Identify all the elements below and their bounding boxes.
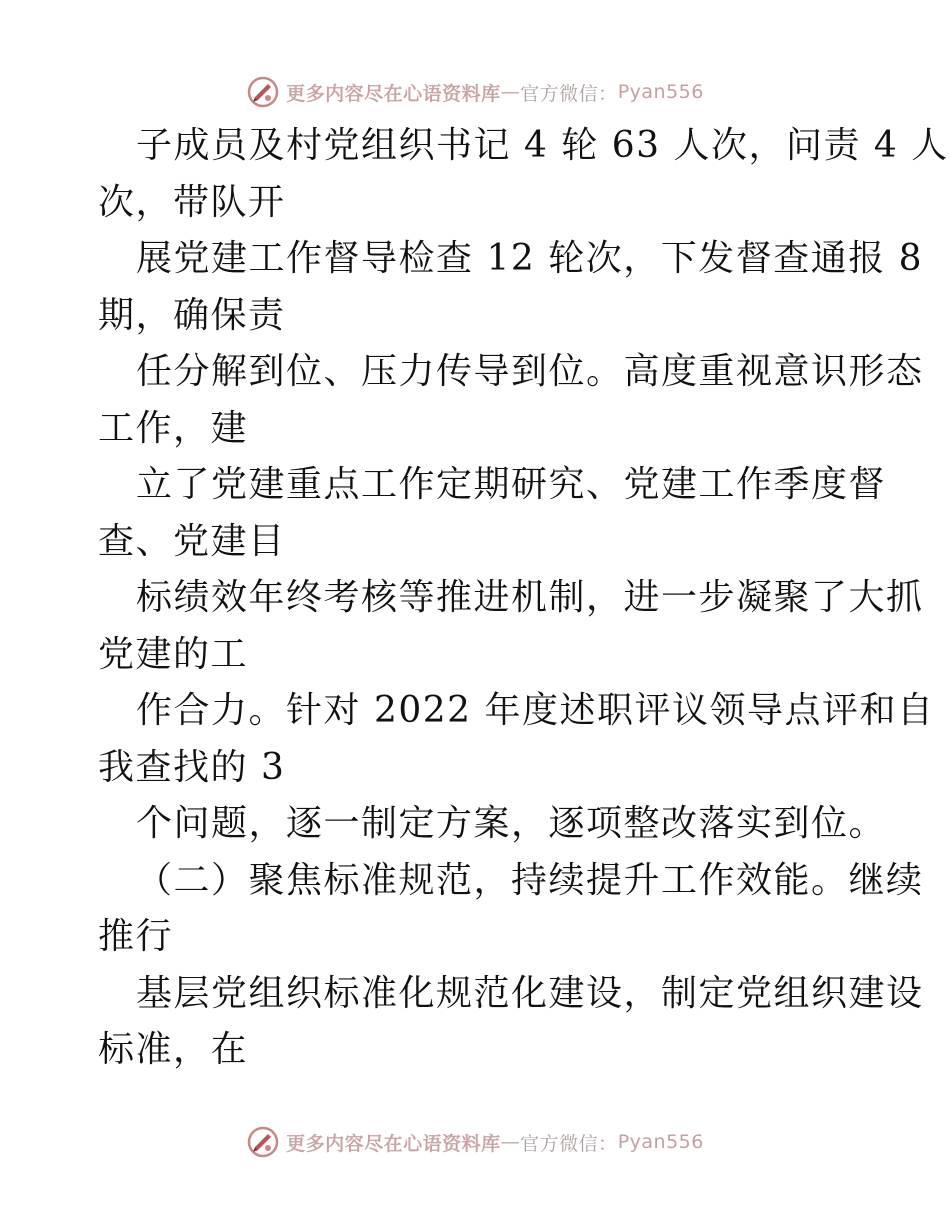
text-line: 我查找的 3 — [98, 746, 286, 788]
text-line: 工作，建 — [98, 407, 249, 449]
watermark-brand-text: 更多内容尽在心语资料库 — [286, 82, 501, 105]
text-line: （二）聚焦标准规范，持续提升工作效能。继续 — [136, 859, 924, 901]
brand-logo-icon — [246, 75, 280, 109]
watermark-wechat-id: Pyan556 — [617, 1131, 704, 1153]
text-line: 立了党建重点工作定期研究、党建工作季度督 — [136, 464, 887, 505]
text-line: 个问题，逐一制定方案，逐项整改落实到位。 — [136, 803, 887, 844]
watermark-wechat-label: 官方微信： — [520, 1132, 618, 1155]
watermark-dash: — — [500, 1131, 521, 1153]
watermark-dash: — — [500, 81, 521, 103]
footer-watermark — [0, 1122, 950, 1162]
text-line: 子成员及村党组织书记 4 轮 63 人次，问责 4 人 — [136, 125, 949, 166]
text-line: 查、党建目 — [98, 520, 286, 562]
document-body — [98, 118, 949, 1079]
brand-logo-icon — [246, 1125, 280, 1159]
text-line: 标准，在 — [98, 1029, 249, 1070]
header-watermark — [0, 72, 950, 112]
text-line: 基层党组织标准化规范化建设，制定党组织建设 — [136, 972, 924, 1014]
text-line: 任分解到位、压力传导到位。高度重视意识形态 — [136, 351, 924, 392]
text-line: 作合力。针对 2022 年度述职评议领导点评和自 — [136, 690, 935, 731]
text-line: 标绩效年终考核等推进机制，进一步凝聚了大抓 — [136, 577, 924, 618]
text-line: 展党建工作督导检查 12 轮次，下发督查通报 8 — [136, 238, 924, 279]
watermark-wechat-id: Pyan556 — [617, 81, 704, 103]
watermark-brand-text: 更多内容尽在心语资料库 — [286, 1132, 501, 1155]
text-line: 党建的工 — [98, 633, 249, 675]
text-line: 期，确保责 — [98, 294, 286, 336]
text-line: 次，带队开 — [98, 181, 286, 223]
text-line: 推行 — [98, 916, 174, 957]
watermark-wechat-label: 官方微信： — [520, 82, 618, 105]
